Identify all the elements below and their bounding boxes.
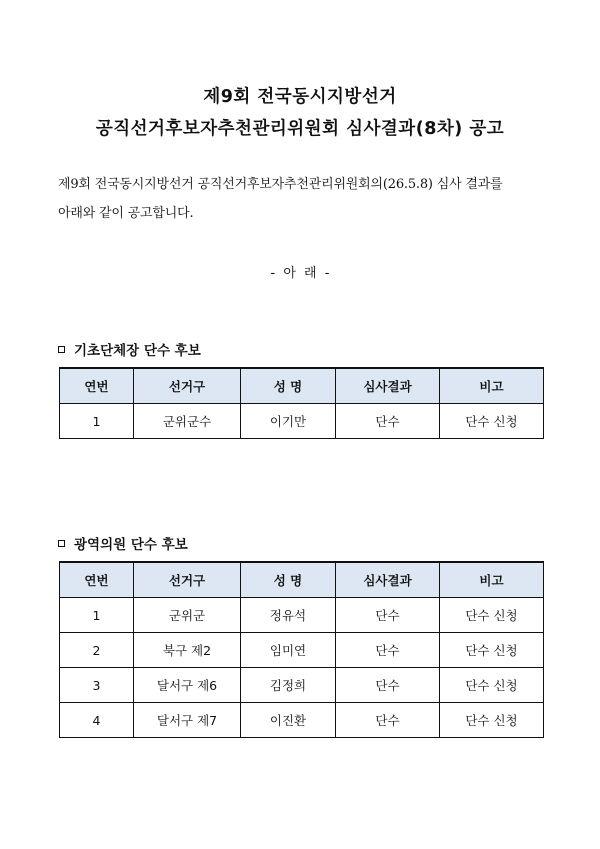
col-header-note: 비고 — [440, 368, 544, 404]
cell-name: 임미연 — [241, 633, 336, 668]
cell-result: 단수 — [336, 703, 440, 738]
checkbox-square-icon — [58, 346, 65, 353]
cell-result: 단수 — [336, 633, 440, 668]
cell-note: 단수 신청 — [440, 598, 544, 633]
section-heading-label: 기초단체장 단수 후보 — [74, 343, 201, 359]
col-header-district: 선거구 — [134, 368, 241, 404]
cell-number: 3 — [60, 668, 134, 703]
table-row — [60, 404, 544, 439]
cell-district: 달서구 제6 — [134, 668, 241, 703]
col-header-number: 연번 — [60, 368, 134, 404]
checkbox-square-icon — [58, 540, 65, 547]
col-header-note: 비고 — [440, 562, 544, 598]
cell-name: 이기만 — [241, 404, 336, 439]
cell-note: 단수 신청 — [440, 668, 544, 703]
table-header-row — [60, 562, 544, 598]
section-heading-mayor — [58, 339, 201, 359]
below-marker: - 아 래 - — [270, 266, 330, 281]
intro-line-1: 제9회 전국동시지방선거 공직선거후보자추천관리위원회의(26.5.8) 심사 결과를 — [58, 177, 503, 192]
table-row — [60, 633, 544, 668]
candidate-table-council — [59, 561, 544, 738]
cell-result: 단수 — [336, 404, 440, 439]
cell-note: 단수 신청 — [440, 633, 544, 668]
candidate-table-mayor — [59, 367, 544, 439]
cell-district: 군위군 — [134, 598, 241, 633]
cell-note: 단수 신청 — [440, 404, 544, 439]
cell-number: 1 — [60, 598, 134, 633]
table-row — [60, 703, 544, 738]
col-header-name: 성 명 — [241, 368, 336, 404]
notice-title-line1: 제9회 전국동시지방선거 — [203, 87, 397, 107]
col-header-district: 선거구 — [134, 562, 241, 598]
table-row — [60, 668, 544, 703]
cell-name: 김정희 — [241, 668, 336, 703]
intro-line-2: 아래와 같이 공고합니다. — [58, 206, 194, 221]
cell-district: 달서구 제7 — [134, 703, 241, 738]
table-row — [60, 598, 544, 633]
notice-title-line2: 공직선거후보자추천관리위원회 심사결과(8차) 공고 — [95, 119, 505, 139]
intro-paragraph — [58, 170, 548, 228]
cell-number: 4 — [60, 703, 134, 738]
cell-district: 군위군수 — [134, 404, 241, 439]
cell-name: 이진환 — [241, 703, 336, 738]
section-heading-council — [58, 533, 188, 553]
cell-result: 단수 — [336, 598, 440, 633]
cell-number: 2 — [60, 633, 134, 668]
cell-result: 단수 — [336, 668, 440, 703]
cell-name: 정유석 — [241, 598, 336, 633]
col-header-result: 심사결과 — [336, 562, 440, 598]
col-header-number: 연번 — [60, 562, 134, 598]
cell-district: 북구 제2 — [134, 633, 241, 668]
cell-note: 단수 신청 — [440, 703, 544, 738]
col-header-result: 심사결과 — [336, 368, 440, 404]
table-header-row — [60, 368, 544, 404]
cell-number: 1 — [60, 404, 134, 439]
col-header-name: 성 명 — [241, 562, 336, 598]
section-heading-label: 광역의원 단수 후보 — [74, 537, 188, 553]
